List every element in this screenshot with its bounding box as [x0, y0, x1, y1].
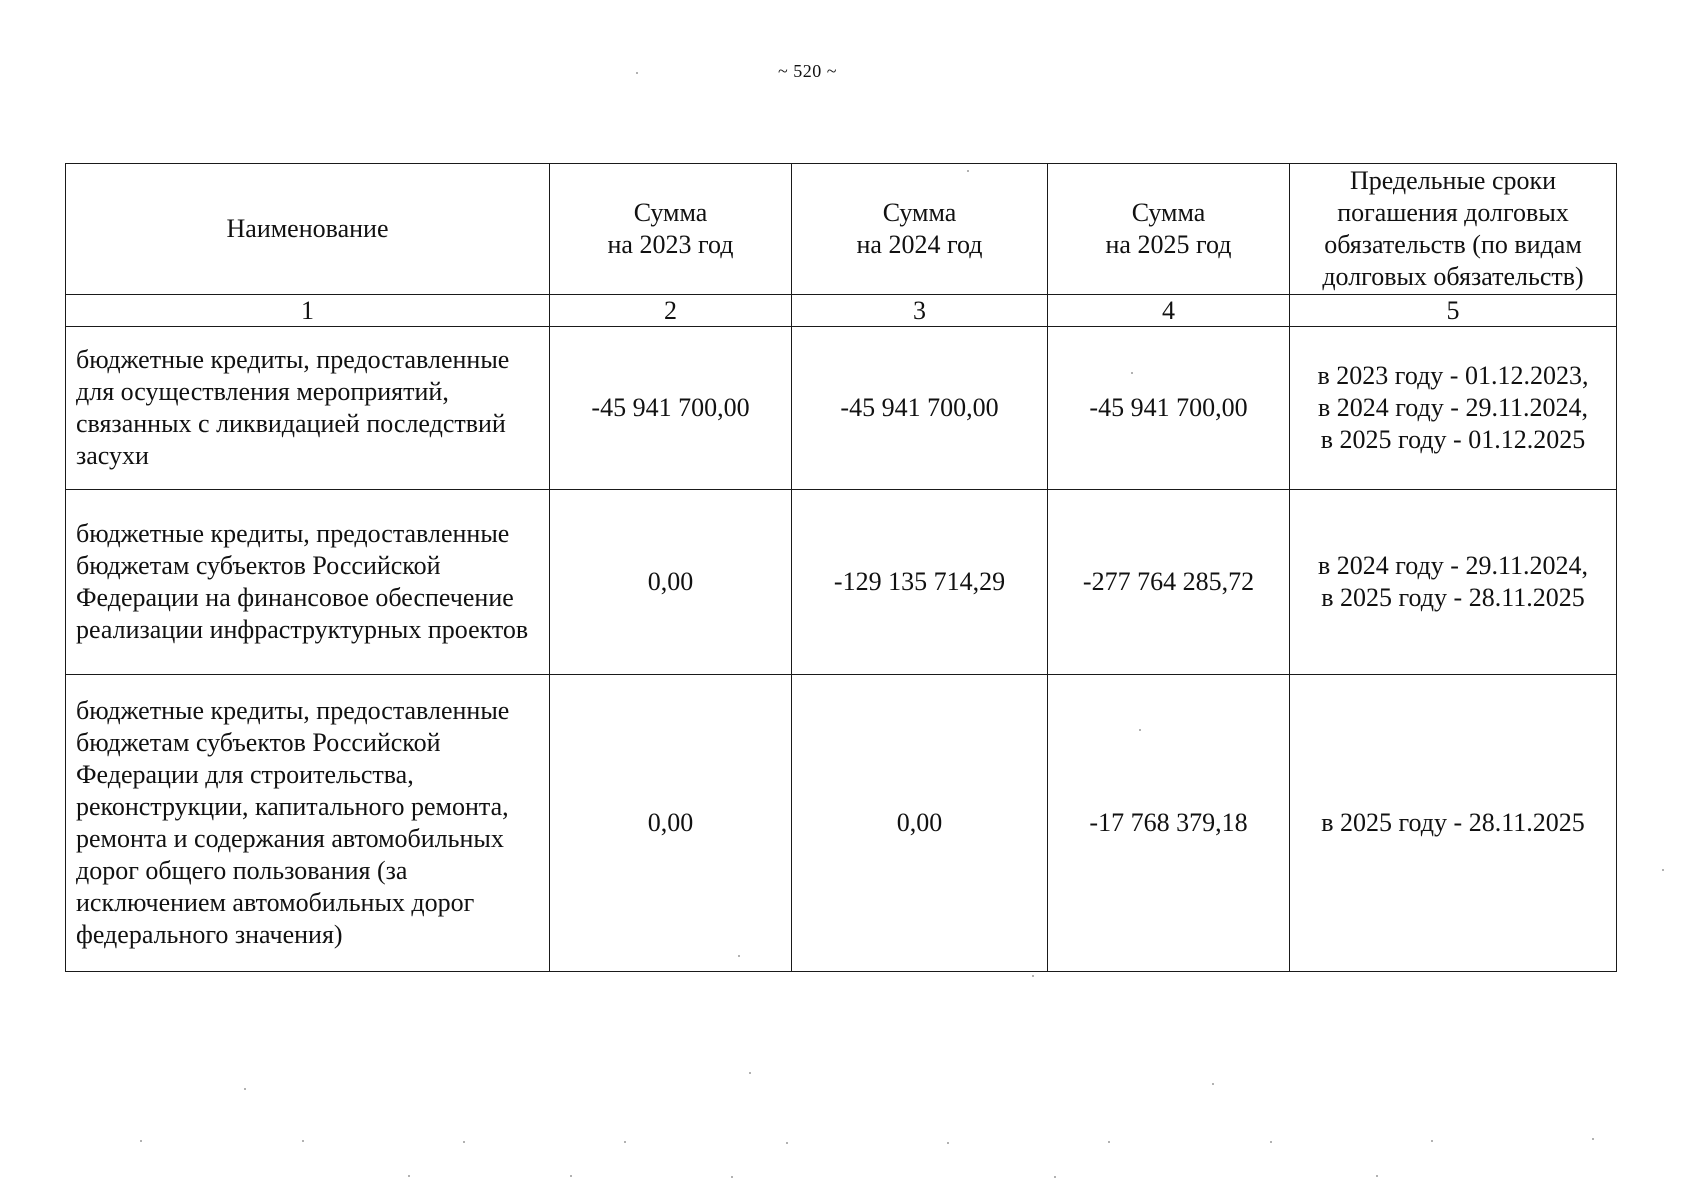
scan-speck	[1431, 1140, 1433, 1142]
column-number: 3	[792, 295, 1048, 327]
row-deadlines: в 2025 году - 28.11.2025	[1290, 675, 1617, 972]
scan-speck	[947, 1142, 949, 1144]
scan-speck	[1131, 372, 1133, 374]
row-name: бюджетные кредиты, предоставленные бюджетам субъектов Российской Федерации для строительства, реконструкции, капитального ремонта, ремонта и содержания автомобильных дорог общего пользования (за исключением автомобильных дорог федерального значения)	[66, 675, 550, 972]
column-number: 4	[1048, 295, 1290, 327]
scan-speck	[1662, 869, 1664, 871]
scan-speck	[1376, 1175, 1378, 1177]
scan-speck	[786, 1142, 788, 1144]
scan-speck	[1032, 975, 1034, 977]
scan-speck	[463, 1141, 465, 1143]
scan-speck	[1108, 1141, 1110, 1143]
scan-speck	[302, 1140, 304, 1142]
header-name: Наименование	[66, 164, 550, 295]
header-sum-2024: Сумма на 2024 год	[792, 164, 1048, 295]
row-sum-2023: -45 941 700,00	[550, 327, 792, 490]
row-sum-2024: -129 135 714,29	[792, 490, 1048, 675]
scan-speck	[244, 1088, 246, 1090]
scan-speck	[1270, 1141, 1272, 1143]
table-row	[66, 327, 1617, 490]
column-number: 2	[550, 295, 792, 327]
scan-speck	[624, 1141, 626, 1143]
page-number: ~ 520 ~	[778, 61, 837, 81]
header-deadlines: Предельные сроки погашения долговых обязательств (по видам долговых обязательств)	[1290, 164, 1617, 295]
debt-obligations-table	[65, 163, 1617, 972]
row-sum-2024: -45 941 700,00	[792, 327, 1048, 490]
header-sum-2025: Сумма на 2025 год	[1048, 164, 1290, 295]
row-sum-2025: -45 941 700,00	[1048, 327, 1290, 490]
scan-speck	[570, 1175, 572, 1177]
scan-speck	[1212, 1083, 1214, 1085]
scan-speck	[1054, 1176, 1056, 1178]
scan-speck	[967, 170, 969, 172]
header-sum-2023: Сумма на 2023 год	[550, 164, 792, 295]
row-name: бюджетные кредиты, предоставленные для осуществления мероприятий, связанных с ликвидацией последствий засухи	[66, 327, 550, 490]
row-sum-2025: -17 768 379,18	[1048, 675, 1290, 972]
scan-speck	[408, 1175, 410, 1177]
scan-speck	[636, 72, 638, 74]
row-deadlines: в 2023 году - 01.12.2023, в 2024 году - 29.11.2024, в 2025 году - 01.12.2025	[1290, 327, 1617, 490]
row-sum-2024: 0,00	[792, 675, 1048, 972]
column-number: 5	[1290, 295, 1617, 327]
scan-speck	[731, 1176, 733, 1178]
column-number: 1	[66, 295, 550, 327]
column-number-row	[66, 295, 1617, 327]
scan-speck	[1592, 1138, 1594, 1140]
scan-speck	[1139, 729, 1141, 731]
row-sum-2023: 0,00	[550, 490, 792, 675]
table-row	[66, 490, 1617, 675]
table-row	[66, 675, 1617, 972]
header-row	[66, 164, 1617, 295]
row-deadlines: в 2024 году - 29.11.2024, в 2025 году - 28.11.2025	[1290, 490, 1617, 675]
scan-speck	[749, 1072, 751, 1074]
scan-speck	[738, 955, 740, 957]
scan-speck	[140, 1140, 142, 1142]
row-sum-2023: 0,00	[550, 675, 792, 972]
row-sum-2025: -277 764 285,72	[1048, 490, 1290, 675]
row-name: бюджетные кредиты, предоставленные бюджетам субъектов Российской Федерации на финансовое обеспечение реализации инфраструктурных проектов	[66, 490, 550, 675]
